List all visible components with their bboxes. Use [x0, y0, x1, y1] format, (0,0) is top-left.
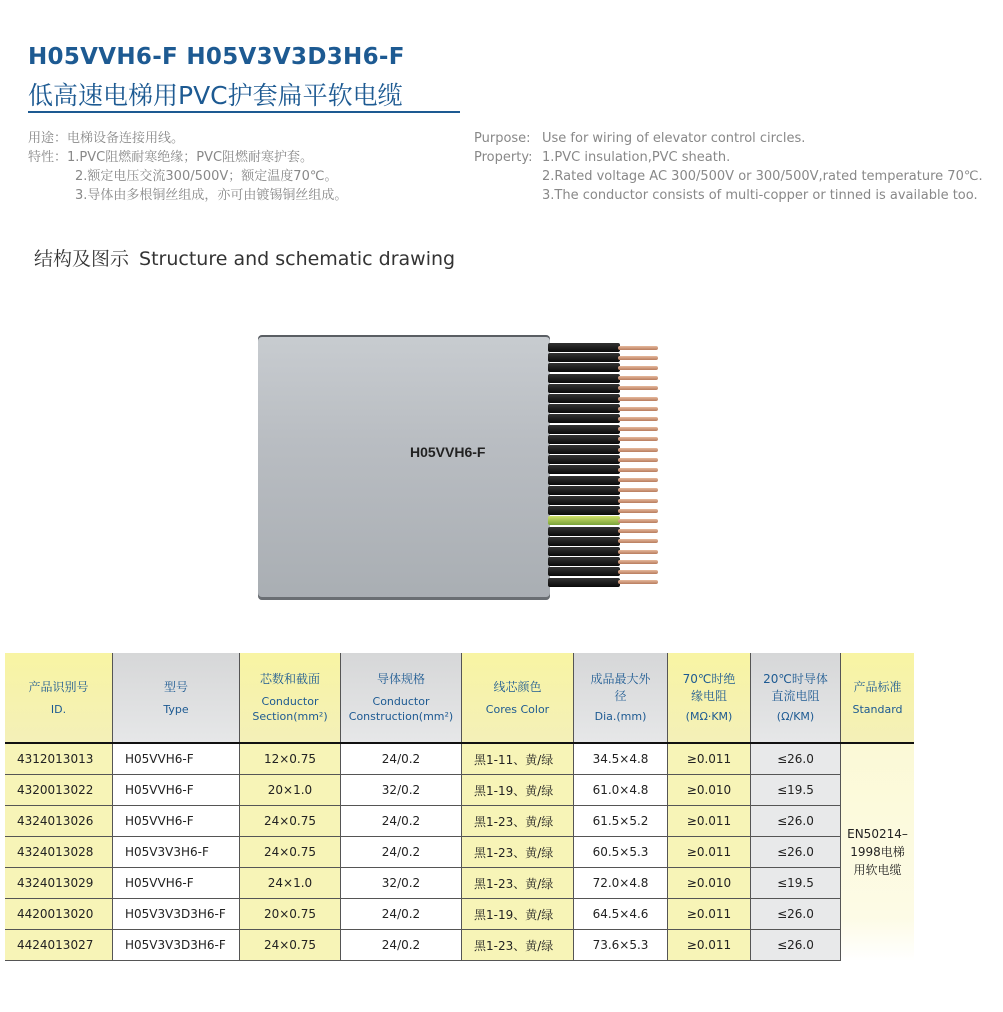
cell-section: 12×0.75	[240, 743, 341, 775]
copper-conductor	[618, 550, 658, 554]
core-black	[548, 374, 620, 383]
cell-type: H05VVH6-F	[113, 775, 240, 806]
core-black	[548, 455, 620, 464]
header-color: 线芯颜色 Cores Color	[462, 653, 574, 743]
spec-table	[5, 653, 914, 961]
cell-section: 24×0.75	[240, 837, 341, 868]
property-label-cn: 特性：	[28, 150, 68, 165]
copper-conductor	[618, 539, 658, 543]
cell-color: 黑1-23、黄/绿	[462, 806, 574, 837]
core-black	[548, 404, 620, 413]
cell-color: 黑1-23、黄/绿	[462, 837, 574, 868]
copper-conductor	[618, 478, 658, 482]
cell-resistance: ≤19.5	[751, 775, 841, 806]
copper-conductor	[618, 509, 658, 513]
core-black	[548, 496, 620, 505]
cell-color: 黑1-11、黄/绿	[462, 743, 574, 775]
core-black	[548, 465, 620, 474]
core-black	[548, 557, 620, 566]
cell-id: 4324013026	[5, 806, 113, 837]
property-item-en: 2.Rated voltage AC 300/500V or 300/500V,rated temperature 70℃.	[542, 169, 983, 184]
cell-type: H05VVH6-F	[113, 743, 240, 775]
property-item-cn: 2.额定电压交流300/500V；额定温度70℃。	[75, 169, 338, 184]
copper-conductor	[618, 437, 658, 441]
purpose-label-en: Purpose:	[474, 131, 531, 146]
core-black	[548, 353, 620, 362]
header-construction: 导体规格 Conductor Construction(mm²)	[341, 653, 462, 743]
copper-conductor	[618, 448, 658, 452]
cell-color: 黑1-19、黄/绿	[462, 775, 574, 806]
core-black	[548, 547, 620, 556]
cell-type: H05V3V3D3H6-F	[113, 899, 240, 930]
copper-conductor	[618, 346, 658, 350]
cell-id: 4424013027	[5, 930, 113, 961]
cell-section: 20×0.75	[240, 899, 341, 930]
cell-id: 4320013022	[5, 775, 113, 806]
header-standard: 产品标准 Standard	[841, 653, 915, 743]
cell-type: H05V3V3D3H6-F	[113, 930, 240, 961]
core-black	[548, 363, 620, 372]
cell-color: 黑1-19、黄/绿	[462, 899, 574, 930]
table-row	[5, 868, 914, 899]
purpose-text-cn: 电梯设备连接用线。	[67, 131, 185, 146]
cell-dia: 73.6×5.3	[574, 930, 668, 961]
cable-label: H05VVH6-F	[410, 444, 486, 460]
cell-dia: 72.0×4.8	[574, 868, 668, 899]
cell-id: 4312013013	[5, 743, 113, 775]
standard-line: 1998电梯	[850, 845, 905, 860]
cell-construction: 32/0.2	[341, 868, 462, 899]
cell-construction: 24/0.2	[341, 899, 462, 930]
core-black	[548, 445, 620, 454]
copper-conductor	[618, 570, 658, 574]
core-yellow-green	[548, 516, 620, 525]
section-title	[34, 244, 465, 271]
copper-conductor	[618, 519, 658, 523]
title-cn: 低高速电梯用PVC护套扁平软电缆	[28, 81, 403, 110]
header-dia: 成品最大外径 Dia.(mm)	[574, 653, 668, 743]
cell-insulation: ≥0.011	[668, 899, 751, 930]
header-section: 芯数和截面 Conductor Section(mm²)	[240, 653, 341, 743]
copper-conductor	[618, 499, 658, 503]
cell-section: 20×1.0	[240, 775, 341, 806]
property-item-cn: 3.导体由多根铜丝组成，亦可由镀锡铜丝组成。	[75, 188, 348, 203]
header-insulation: 70℃时绝缘电阻 (MΩ·KM)	[668, 653, 751, 743]
cable-drawing	[258, 335, 660, 600]
description-en	[474, 129, 983, 205]
copper-conductor	[618, 458, 658, 462]
table-row	[5, 806, 914, 837]
purpose-label-cn: 用途：	[28, 131, 68, 146]
cell-color: 黑1-23、黄/绿	[462, 868, 574, 899]
table-header-row	[5, 653, 914, 743]
cell-id: 4420013020	[5, 899, 113, 930]
section-title-cn: 结构及图示	[34, 248, 130, 270]
cell-color: 黑1-23、黄/绿	[462, 930, 574, 961]
cell-construction: 24/0.2	[341, 837, 462, 868]
copper-conductor	[618, 427, 658, 431]
core-black	[548, 537, 620, 546]
cell-resistance: ≤26.0	[751, 930, 841, 961]
copper-conductor	[618, 397, 658, 401]
core-black	[548, 506, 620, 515]
cable-sheath	[258, 335, 550, 600]
cell-type: H05V3V3H6-F	[113, 837, 240, 868]
cell-id: 4324013029	[5, 868, 113, 899]
cell-insulation: ≥0.011	[668, 930, 751, 961]
core-black	[548, 425, 620, 434]
title-underline	[28, 111, 460, 113]
copper-conductor	[618, 386, 658, 390]
property-item-en: 3.The conductor consists of multi-copper or tinned is available too.	[542, 188, 978, 203]
cell-resistance: ≤26.0	[751, 899, 841, 930]
cell-dia: 60.5×5.3	[574, 837, 668, 868]
cell-section: 24×0.75	[240, 930, 341, 961]
cell-insulation: ≥0.011	[668, 837, 751, 868]
section-title-en: Structure and schematic drawing	[139, 248, 456, 270]
property-label-en: Property:	[474, 150, 533, 165]
cell-construction: 24/0.2	[341, 743, 462, 775]
copper-conductor	[618, 417, 658, 421]
description-cn	[28, 129, 347, 205]
copper-conductor	[618, 366, 658, 370]
cell-type: H05VVH6-F	[113, 868, 240, 899]
cell-resistance: ≤26.0	[751, 806, 841, 837]
cell-resistance: ≤19.5	[751, 868, 841, 899]
title-models: H05VVH6-F H05V3V3D3H6-F	[28, 44, 405, 70]
cell-insulation: ≥0.010	[668, 775, 751, 806]
table-row	[5, 930, 914, 961]
core-black	[548, 435, 620, 444]
table-row	[5, 743, 914, 775]
cell-dia: 61.5×5.2	[574, 806, 668, 837]
cell-type: H05VVH6-F	[113, 806, 240, 837]
core-black	[548, 486, 620, 495]
table-row	[5, 775, 914, 806]
copper-conductor	[618, 356, 658, 360]
cell-insulation: ≥0.010	[668, 868, 751, 899]
cell-construction: 24/0.2	[341, 806, 462, 837]
copper-conductor	[618, 376, 658, 380]
header-type: 型号 Type	[113, 653, 240, 743]
property-item-en: 1.PVC insulation,PVC sheath.	[542, 150, 731, 165]
core-black	[548, 476, 620, 485]
core-black	[548, 394, 620, 403]
copper-conductor	[618, 529, 658, 533]
core-black	[548, 384, 620, 393]
property-item-cn: 1.PVC阻燃耐寒绝缘；PVC阻燃耐寒护套。	[67, 150, 314, 165]
cell-section: 24×0.75	[240, 806, 341, 837]
table-row	[5, 899, 914, 930]
cell-dia: 34.5×4.8	[574, 743, 668, 775]
core-black	[548, 343, 620, 352]
cell-insulation: ≥0.011	[668, 806, 751, 837]
table-row	[5, 837, 914, 868]
cell-standard	[841, 743, 915, 961]
core-black	[548, 414, 620, 423]
purpose-text-en: Use for wiring of elevator control circles.	[542, 131, 806, 146]
cell-construction: 24/0.2	[341, 930, 462, 961]
copper-conductor	[618, 468, 658, 472]
copper-conductor	[618, 560, 658, 564]
cell-resistance: ≤26.0	[751, 743, 841, 775]
standard-line: EN50214–	[847, 827, 908, 842]
core-black	[548, 567, 620, 576]
copper-conductor	[618, 580, 658, 584]
copper-conductor	[618, 407, 658, 411]
cell-id: 4324013028	[5, 837, 113, 868]
copper-conductor	[618, 488, 658, 492]
cell-section: 24×1.0	[240, 868, 341, 899]
core-black	[548, 578, 620, 587]
cell-construction: 32/0.2	[341, 775, 462, 806]
core-black	[548, 527, 620, 536]
header-id: 产品识别号 ID.	[5, 653, 113, 743]
standard-line: 用软电缆	[853, 863, 902, 878]
cell-dia: 61.0×4.8	[574, 775, 668, 806]
header-resistance: 20℃时导体直流电阻 (Ω/KM)	[751, 653, 841, 743]
cell-insulation: ≥0.011	[668, 743, 751, 775]
cell-dia: 64.5×4.6	[574, 899, 668, 930]
cell-resistance: ≤26.0	[751, 837, 841, 868]
